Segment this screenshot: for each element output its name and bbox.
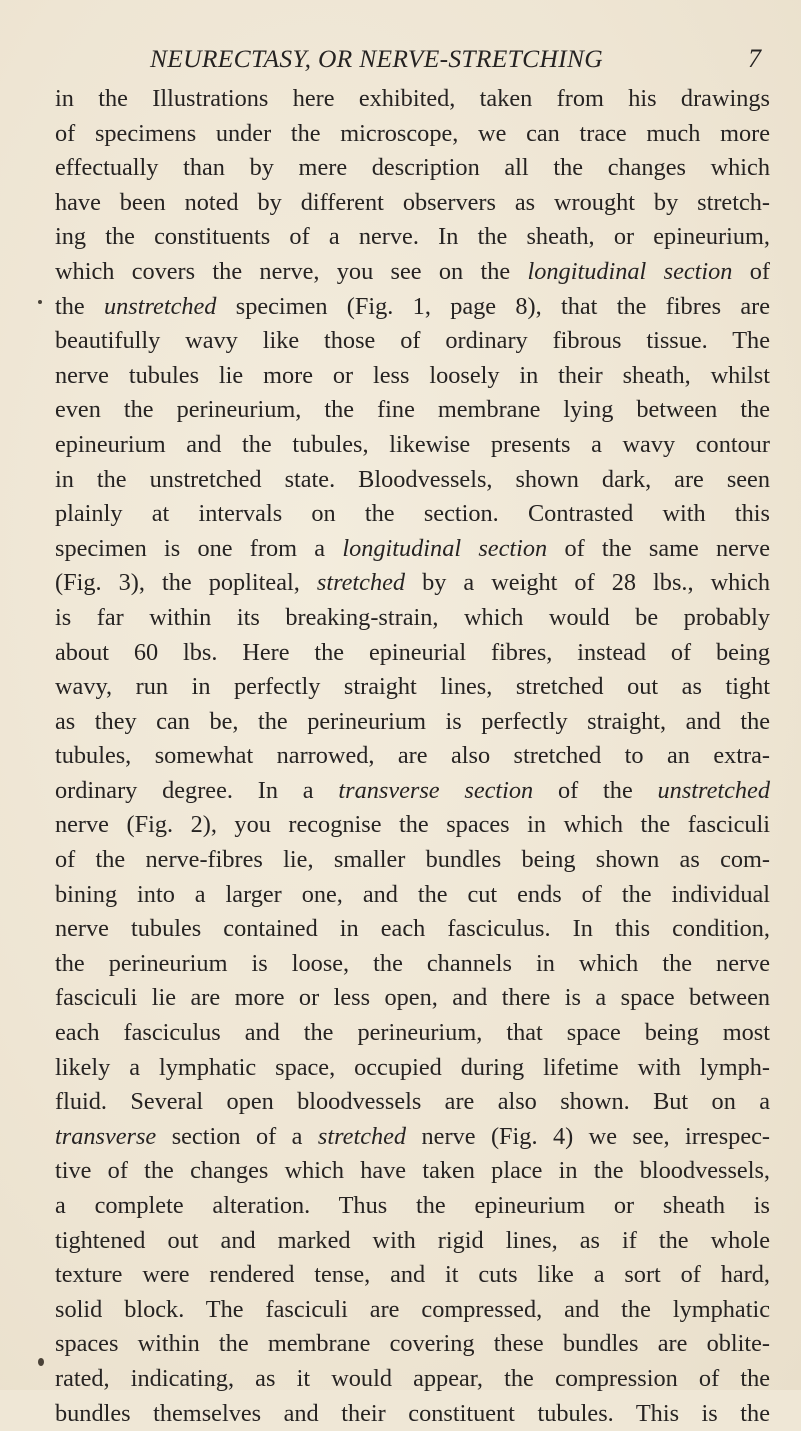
text-segment: wavy, run in perfectly straight lines, stretched out as tight (55, 673, 770, 701)
text-segment: beautifully wavy like those of ordinary fibrous tissue. The (55, 327, 770, 355)
text-segment: of the same nerve (547, 534, 770, 562)
text-line (55, 1362, 770, 1397)
italic-text: transverse (55, 1122, 157, 1150)
text-line (55, 151, 770, 186)
text-line (55, 912, 770, 947)
text-line (55, 532, 770, 567)
text-segment: nerve (Fig. 2), you recognise the spaces in which the fasciculi (55, 811, 770, 839)
text-segment: specimen (Fig. 1, page 8), that the fibres are (216, 292, 770, 320)
text-segment: bundles themselves and their constituent tubules. This is the (55, 1399, 770, 1427)
text-line (55, 601, 770, 636)
text-segment: of (732, 257, 770, 285)
text-line (55, 290, 770, 325)
italic-text: stretched (316, 569, 406, 597)
text-line (55, 1085, 770, 1120)
body-text (55, 82, 770, 1431)
text-line (55, 1189, 770, 1224)
text-line (55, 566, 770, 601)
text-line (55, 774, 770, 809)
text-segment: the perineurium is loose, the channels in which the nerve (55, 949, 770, 977)
text-segment: nerve tubules lie more or less loosely in their sheath, whilst (55, 361, 770, 389)
italic-text: unstretched (657, 776, 770, 804)
text-segment: about 60 lbs. Here the epineurial fibres, instead of being (55, 638, 770, 666)
text-segment: in the unstretched state. Bloodvessels, shown dark, are seen (55, 465, 770, 493)
italic-text: longitudinal section (342, 534, 548, 562)
italic-text: transverse section (338, 776, 534, 804)
text-line (55, 947, 770, 982)
text-line (55, 981, 770, 1016)
text-segment: solid block. The fasciculi are compressed, and the lymphatic (55, 1295, 770, 1323)
text-segment: in the Illustrations here exhibited, taken from his drawings (55, 85, 770, 112)
text-segment: tive of the changes which have taken place in the bloodvessels, (55, 1157, 770, 1185)
text-segment: plainly at intervals on the section. Contrasted with this (55, 500, 770, 528)
text-segment: ing the constituents of a nerve. In the sheath, or epineurium, (55, 223, 770, 251)
text-segment: of specimens under the microscope, we can trace much more (55, 119, 770, 147)
text-segment: epineurium and the tubules, likewise presents a wavy contour (55, 430, 770, 458)
text-segment: spaces within the membrane covering these bundles are oblite- (55, 1330, 770, 1358)
text-line (55, 843, 770, 878)
text-line (55, 497, 770, 532)
text-line (55, 1154, 770, 1189)
text-line (55, 82, 770, 117)
text-segment: by a weight of 28 lbs., which (405, 569, 770, 597)
text-segment: of the nerve-fibres lie, smaller bundles being shown as com- (55, 846, 770, 874)
text-line (55, 359, 770, 394)
text-segment: tightened out and marked with rigid lines, as if the whole (55, 1226, 770, 1254)
text-segment: bining into a larger one, and the cut ends of the individual (55, 880, 770, 908)
text-line (55, 1016, 770, 1051)
running-title: NEURECTASY, OR NERVE-STRETCHING (150, 44, 603, 73)
page-number: 7 (748, 44, 761, 73)
text-line (55, 1397, 770, 1431)
text-line (55, 1293, 770, 1328)
text-segment: have been noted by different observers as wrought by stretch- (55, 188, 770, 216)
text-line (55, 808, 770, 843)
text-segment: as they can be, the perineurium is perfectly straight, and the (55, 707, 770, 735)
text-line (55, 117, 770, 152)
text-line (55, 705, 770, 740)
text-segment: fluid. Several open bloodvessels are also shown. But on a (55, 1088, 770, 1116)
text-segment: a complete alteration. Thus the epineurium or sheath is (55, 1192, 770, 1219)
text-segment: which covers the nerve, you see on the (55, 257, 528, 285)
text-segment: even the perineurium, the fine membrane lying between the (55, 396, 770, 424)
text-segment: specimen is one from a (55, 534, 343, 562)
text-line (55, 1051, 770, 1086)
text-segment: effectually than by mere description all the changes which (55, 154, 770, 182)
text-line (55, 1224, 770, 1259)
text-segment: rated, indicating, as it would appear, the compression of the (55, 1364, 770, 1392)
text-segment: each fasciculus and the perineurium, that space being most (55, 1019, 770, 1047)
text-line (55, 739, 770, 774)
text-segment: is far within its breaking-strain, which would be probably (55, 603, 770, 631)
text-line (55, 186, 770, 221)
text-segment: nerve tubules contained in each fasciculus. In this condition, (55, 915, 770, 943)
paper-speck (38, 300, 42, 304)
text-line (55, 1120, 770, 1155)
text-segment: ordinary degree. In a (55, 776, 339, 804)
text-line (55, 670, 770, 705)
text-segment: likely a lymphatic space, occupied during lifetime with lymph- (55, 1053, 770, 1081)
running-head (0, 44, 801, 78)
italic-text: stretched (317, 1122, 407, 1150)
text-line (55, 220, 770, 255)
italic-text: longitudinal section (527, 257, 733, 285)
text-segment: the (55, 292, 104, 320)
text-segment: fasciculi lie are more or less open, and there is a space between (55, 984, 770, 1012)
text-segment: (Fig. 3), the popliteal, (55, 569, 317, 597)
text-line (55, 324, 770, 359)
text-line (55, 428, 770, 463)
text-segment: nerve (Fig. 4) we see, irrespec- (406, 1122, 770, 1150)
text-line (55, 255, 770, 290)
text-line (55, 878, 770, 913)
text-line (55, 1258, 770, 1293)
text-segment: tubules, somewhat narrowed, are also stretched to an extra- (55, 742, 770, 770)
text-segment: of the (533, 776, 658, 804)
paper-speck (38, 1358, 44, 1366)
text-line (55, 463, 770, 498)
text-segment: texture were rendered tense, and it cuts like a sort of hard, (55, 1261, 770, 1289)
text-line (55, 636, 770, 671)
text-line (55, 1327, 770, 1362)
text-line (55, 393, 770, 428)
text-segment: section of a (156, 1122, 318, 1150)
italic-text: unstretched (103, 292, 217, 320)
